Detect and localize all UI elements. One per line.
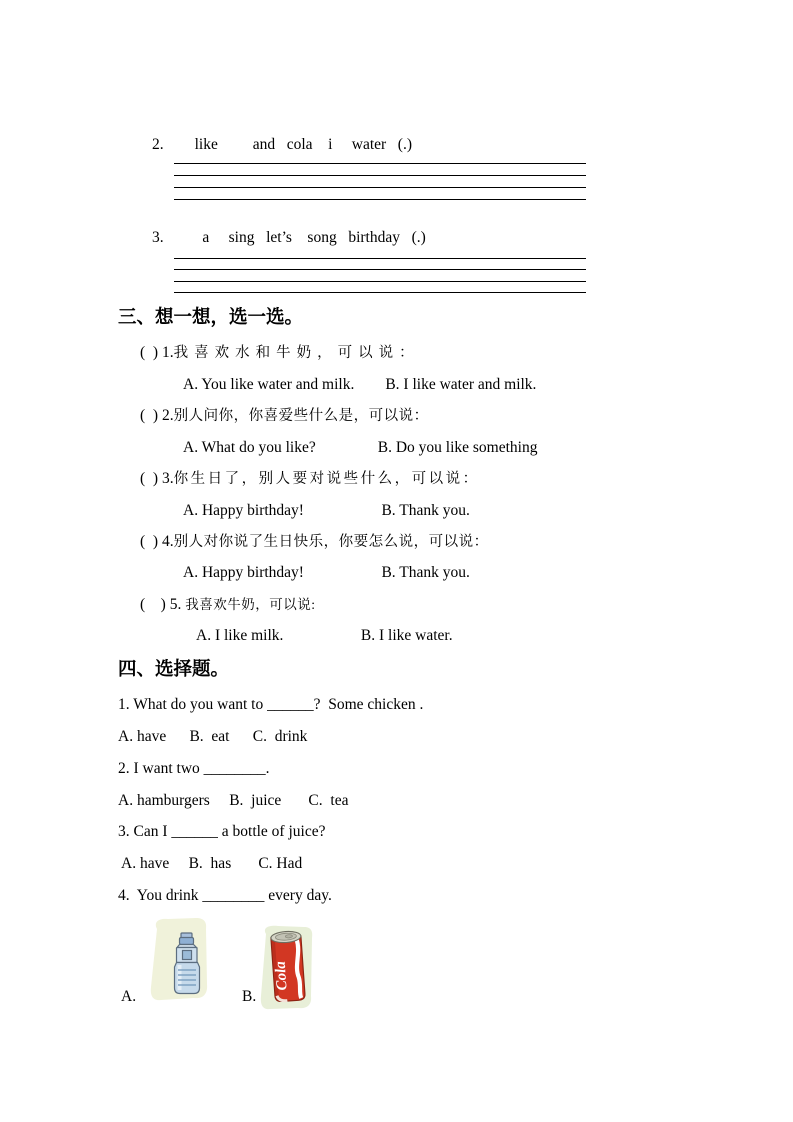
s3-q5-text: 我喜欢牛奶，可以说: — [185, 597, 316, 612]
answer-line — [174, 281, 586, 282]
section-four-heading: 四、选择题。 — [118, 660, 230, 680]
s3-q4-prefix: ( ) 4. — [140, 533, 174, 550]
s3-q5-prefix: ( ) 5. — [140, 596, 186, 613]
answer-line — [174, 292, 586, 293]
can-drawing — [271, 930, 306, 1001]
s4-question-2: 2. I want two ________. — [118, 760, 270, 777]
s3-q4-text: 别人对你说了生日快乐，你要怎么说，可以说： — [173, 534, 489, 550]
s3-q1-prefix: ( ) 1. — [140, 344, 174, 361]
s3-question-4-options: A. Happy birthday! B. Thank you. — [183, 564, 470, 581]
s3-question-3-options: A. Happy birthday! B. Thank you. — [183, 502, 470, 519]
s3-question-4-prompt — [140, 533, 489, 551]
s3-q3-text: 你生日了，别人要对说些什么，可以说： — [173, 471, 480, 487]
answer-line — [174, 163, 586, 164]
answer-line — [174, 258, 586, 259]
cola-can-image — [258, 922, 314, 1017]
s3-question-1-prompt — [140, 344, 420, 362]
s3-question-2-prompt — [140, 407, 429, 425]
s4-question-3-choices: A. have B. has C. Had — [118, 855, 303, 872]
s4-question-4: 4. You drink ________ every day. — [118, 887, 332, 904]
s3-q2-prefix: ( ) 2. — [140, 407, 174, 424]
answer-line — [174, 269, 586, 270]
s4-question-3: 3. Can I ______ a bottle of juice? — [118, 823, 326, 840]
answer-lines-item-2 — [174, 163, 586, 203]
picture-option-b-label: B. — [242, 988, 257, 1005]
answer-lines-item-3 — [174, 258, 586, 298]
answer-line — [174, 199, 586, 200]
s3-q1-text: 我喜欢水和牛奶，可以说： — [173, 345, 420, 361]
picture-option-a-label: A. — [121, 988, 137, 1005]
s4-question-1: 1. What do you want to ______? Some chicken . — [118, 696, 424, 713]
section-three-heading: 三、想一想，选一选。 — [118, 308, 304, 328]
word-order-item-3: 3. a sing let’s song birthday (.) — [152, 229, 426, 246]
s3-question-1-options: A. You like water and milk. B. I like water and milk. — [183, 376, 537, 393]
s3-question-5-prompt — [140, 596, 315, 613]
s3-question-2-options: A. What do you like? B. Do you like something — [183, 439, 538, 456]
s4-question-2-choices: A. hamburgers B. juice C. tea — [118, 792, 349, 809]
s3-q2-text: 别人问你，你喜爱些什么是，可以说： — [173, 408, 429, 424]
s4-question-1-choices: A. have B. eat C. drink — [118, 728, 308, 745]
s3-q3-prefix: ( ) 3. — [140, 470, 174, 487]
s3-question-5-options: A. I like milk. B. I like water. — [196, 627, 453, 644]
s3-question-3-prompt — [140, 470, 480, 488]
water-bottle-image — [147, 916, 209, 1007]
cola-can-label: Cola — [272, 960, 291, 991]
word-order-item-2: 2. like and cola i water (.) — [152, 136, 412, 153]
answer-line — [174, 175, 586, 176]
answer-line — [174, 187, 586, 188]
